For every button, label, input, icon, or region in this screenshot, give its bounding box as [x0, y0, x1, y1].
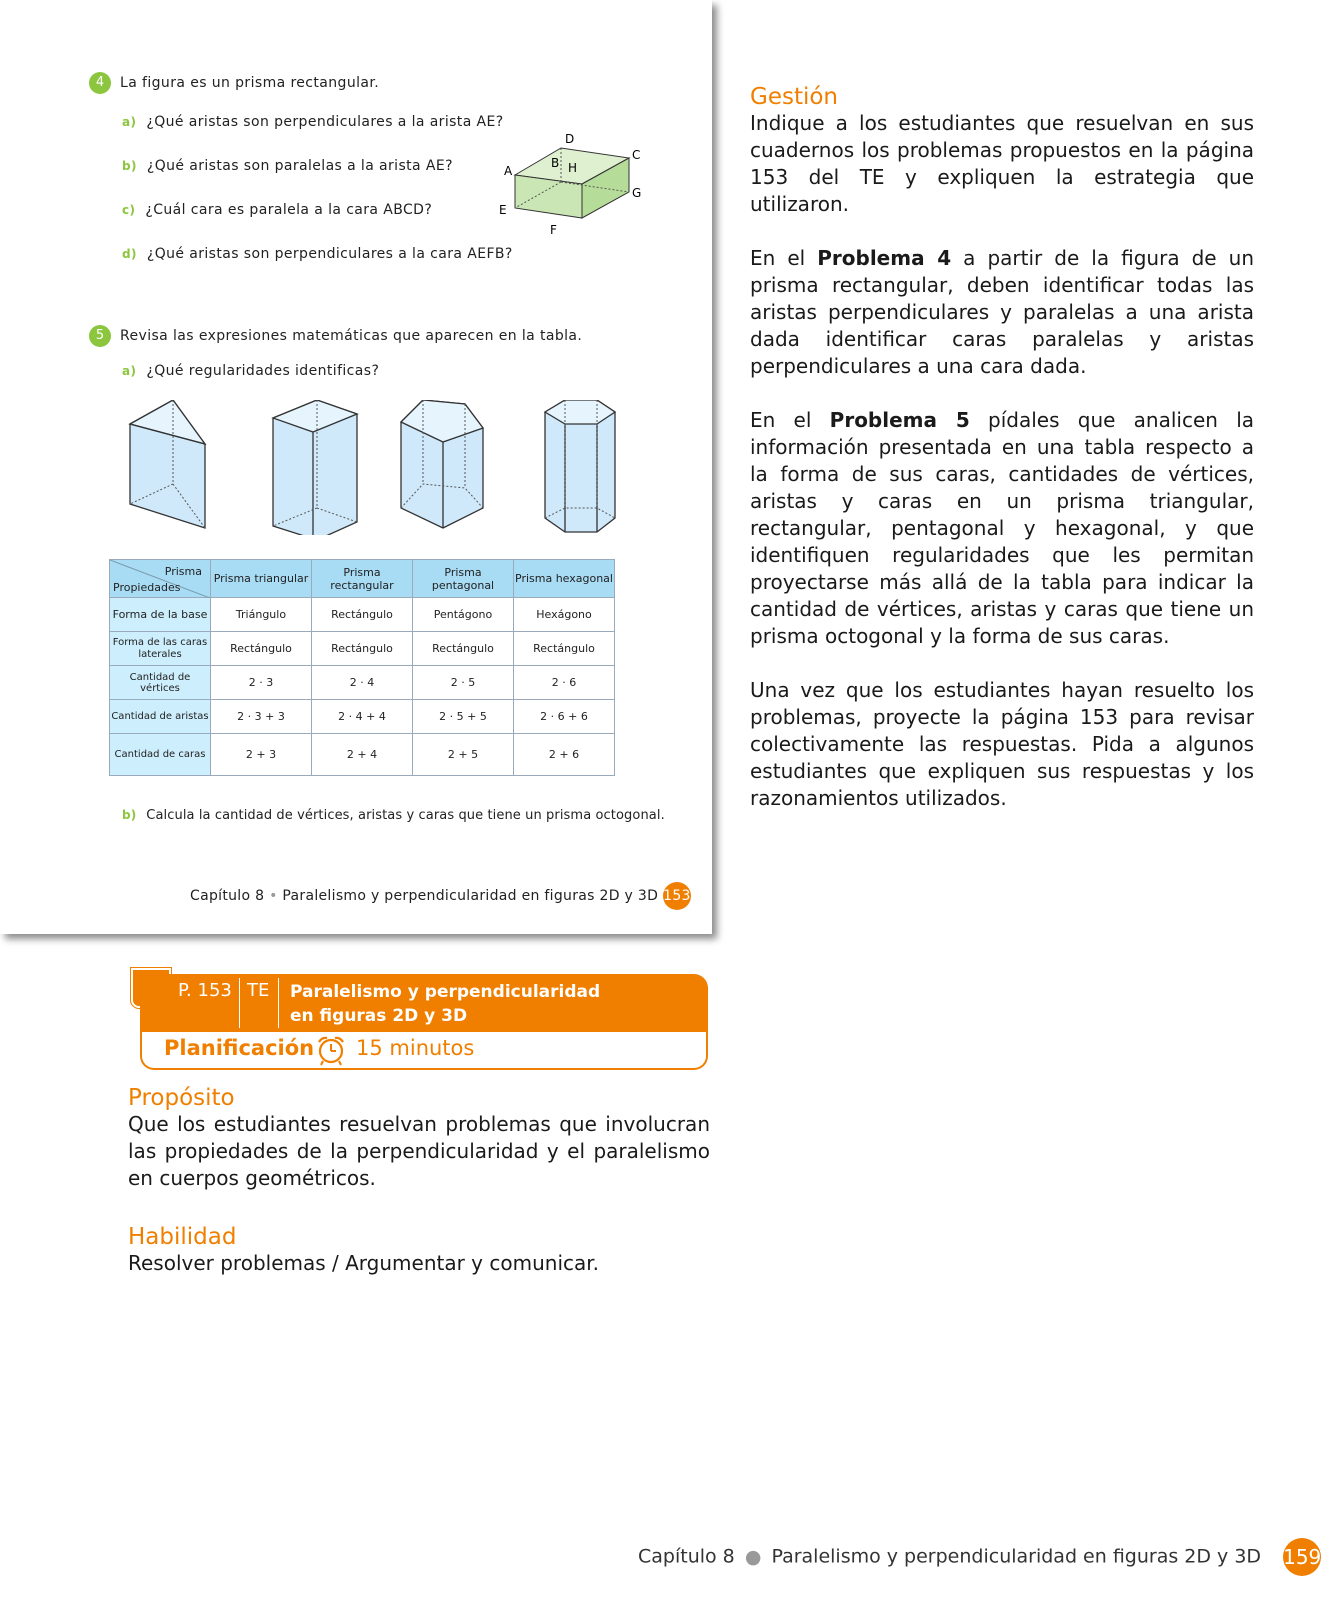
table-row: [110, 632, 615, 666]
gestion-paragraph-3: [750, 407, 1254, 650]
planning-label: Planificación: [164, 1036, 315, 1060]
table-header-cell: Prisma hexagonal: [514, 560, 615, 598]
table-cell: Rectángulo: [211, 632, 312, 666]
banner-page-ref: P. 153: [178, 980, 232, 1001]
vertex-label-h: H: [568, 161, 578, 175]
banner-divider: [239, 978, 240, 1028]
table-cell: Pentágono: [413, 598, 514, 632]
table-cell: 2 · 4 + 4: [312, 700, 413, 734]
question-text: ¿Qué regularidades identificas?: [146, 363, 380, 379]
table-cell: 2 + 6: [514, 734, 615, 776]
problem-5-statement: Revisa las expresiones matemáticas que aparecen en la tabla.: [120, 328, 583, 344]
rectangular-prism-figure: [495, 130, 645, 240]
table-cell: 2 + 3: [211, 734, 312, 776]
habilidad-heading: Habilidad: [128, 1224, 237, 1250]
table-row: [110, 734, 615, 776]
row-label: Cantidad de vértices: [110, 666, 211, 700]
table-header-row: [110, 560, 615, 598]
vertex-label-f: F: [550, 223, 557, 237]
banner-divider: [278, 978, 279, 1028]
gestion-paragraph-4: Una vez que los estudiantes hayan resuelto los problemas, proyecte la página 153 para revisar colectivamente las respuestas. Pida a algunos estudiantes que expliquen sus respuestas y los razonamientos utilizados.: [750, 678, 1254, 810]
table-cell: 2 · 4: [312, 666, 413, 700]
rectangular-prism-drawing: [273, 400, 357, 535]
problem-5-reference: Problema 5: [829, 408, 970, 432]
gestion-section: [750, 84, 1254, 812]
text-run: a partir de la figura de un prisma rectangular, deben identificar todas las aristas perpendiculares y paralelas a una arista dada identificar caras paralelas y aristas perpendiculares a una cara dada.: [750, 246, 1254, 378]
vertex-label-b: B: [551, 156, 560, 170]
table-cell: 2 + 5: [413, 734, 514, 776]
table-header-cell: Prisma pentagonal: [413, 560, 514, 598]
gestion-heading: Gestión: [750, 84, 839, 110]
vertex-label-g: G: [632, 186, 642, 200]
question-letter: a): [122, 115, 137, 129]
student-page-number: 153: [663, 882, 691, 910]
table-cell: Hexágono: [514, 598, 615, 632]
table-cell: 2 + 4: [312, 734, 413, 776]
question-text: ¿Qué aristas son perpendiculares a la arista AE?: [146, 114, 504, 130]
footer-chapter: Capítulo 8: [638, 1545, 735, 1568]
prism-properties-table: [109, 559, 615, 776]
vertex-label-c: C: [632, 148, 641, 162]
question-text: ¿Qué aristas son paralelas a la arista AE?: [146, 158, 453, 174]
problem-5-number: 5: [95, 328, 105, 343]
banner-title-line: en figuras 2D y 3D: [290, 1006, 468, 1026]
problem-4-question-b: [122, 158, 453, 174]
triangular-prism-drawing: [130, 400, 205, 528]
vertex-label-e: E: [499, 203, 507, 217]
question-text: ¿Qué aristas son perpendiculares a la cara AEFB?: [146, 246, 513, 262]
footer-bullet: ●: [744, 1545, 762, 1568]
proposito-section: [128, 1085, 710, 1192]
question-text: ¿Cuál cara es paralela a la cara ABCD?: [145, 202, 433, 218]
footer-bullet: •: [269, 888, 278, 904]
banner-header: [140, 974, 708, 1032]
table-cell: 2 · 3 + 3: [211, 700, 312, 734]
banner-title-line: Paralelismo y perpendicularidad: [290, 982, 601, 1002]
row-label: Cantidad de caras: [110, 734, 211, 776]
problem-4-badge: [89, 72, 111, 94]
pentagonal-prism-drawing: [401, 400, 483, 528]
table-cell: Rectángulo: [312, 632, 413, 666]
gestion-paragraph-2: [750, 245, 1254, 380]
table-cell: Triángulo: [211, 598, 312, 632]
banner-te: TE: [247, 980, 270, 1001]
row-label: Forma de las caras laterales: [110, 632, 211, 666]
row-label: Forma de la base: [110, 598, 211, 632]
table-cell: Rectángulo: [514, 632, 615, 666]
habilidad-section: [128, 1224, 710, 1277]
gestion-paragraph-1: Indique a los estudiantes que resuelvan en sus cuadernos los problemas propuestos en la página 153 del TE y expliquen la estrategia que utilizaron.: [750, 111, 1254, 216]
table-cell: 2 · 6: [514, 666, 615, 700]
hexagonal-prism-drawing: [545, 400, 615, 532]
table-row: [110, 598, 615, 632]
planning-duration: 15 minutos: [356, 1036, 475, 1060]
table-header-cell: Prisma triangular: [211, 560, 312, 598]
question-letter: b): [122, 808, 137, 822]
problem-4-number: 4: [95, 75, 105, 90]
problem-4-question-c: [122, 202, 432, 218]
proposito-heading: Propósito: [128, 1085, 235, 1111]
table-cell: 2 · 3: [211, 666, 312, 700]
problem-4-statement: La figura es un prisma rectangular.: [120, 75, 380, 91]
problem-5-question-b: [122, 808, 665, 823]
table-cell: Rectángulo: [312, 598, 413, 632]
question-letter: c): [122, 203, 136, 217]
page-number: 159: [1283, 1538, 1321, 1576]
footer-title: Paralelismo y perpendicularidad en figuras 2D y 3D: [771, 1545, 1262, 1568]
habilidad-text: Resolver problemas / Argumentar y comunicar.: [128, 1251, 599, 1275]
problem-5-badge: [89, 325, 111, 347]
table-cell: Rectángulo: [413, 632, 514, 666]
question-letter: b): [122, 159, 137, 173]
question-letter: a): [122, 364, 137, 378]
corner-label-bottom: Propiedades: [113, 581, 181, 594]
vertex-label-d: D: [565, 132, 575, 146]
proposito-text: Que los estudiantes resuelvan problemas que involucran las propiedades de la perpendicularidad y el paralelismo en cuerpos geométricos.: [128, 1112, 710, 1190]
table-header-cell: Prisma rectangular: [312, 560, 413, 598]
problem-4-reference: Problema 4: [817, 246, 952, 270]
text-run: En el: [750, 246, 818, 270]
table-cell: 2 · 5 + 5: [413, 700, 514, 734]
student-book-page: [0, 0, 712, 934]
vertex-label-a: A: [504, 164, 513, 178]
problem-4-question-a: [122, 114, 504, 130]
table-cell: 2 · 5: [413, 666, 514, 700]
table-cell: 2 · 6 + 6: [514, 700, 615, 734]
student-page-footer: [190, 882, 691, 910]
question-letter: d): [122, 247, 137, 261]
text-run: pídales que analicen la información presentada en una tabla respecto a la forma de sus caras, cantidades de vértices, aristas y caras en un prisma triangular, rectangular, pentagonal y hexagonal, y que identifiquen regularidades que les permitan proyectarse más allá de la tabla para indicar la cantidad de vértices, aristas y caras que tiene un prisma octogonal y la forma de sus caras.: [750, 408, 1255, 648]
page-footer: [638, 1538, 1321, 1576]
planning-banner: [140, 974, 708, 1058]
prisms-illustration: [125, 400, 645, 535]
banner-planning-row: [140, 1032, 708, 1070]
table-row: [110, 666, 615, 700]
question-text: Calcula la cantidad de vértices, aristas y caras que tiene un prisma octogonal.: [146, 808, 665, 823]
text-run: En el: [750, 408, 830, 432]
problem-4-question-d: [122, 246, 513, 262]
footer-chapter: Capítulo 8: [190, 888, 265, 904]
alarm-clock-icon: [314, 1034, 348, 1066]
problem-5-question-a: [122, 363, 379, 379]
table-corner-cell: [110, 560, 211, 598]
banner-title: [290, 980, 600, 1028]
corner-label-top: Prisma: [164, 565, 202, 578]
table-row: [110, 700, 615, 734]
footer-title: Paralelismo y perpendicularidad en figuras 2D y 3D: [282, 888, 659, 904]
row-label: Cantidad de aristas: [110, 700, 211, 734]
